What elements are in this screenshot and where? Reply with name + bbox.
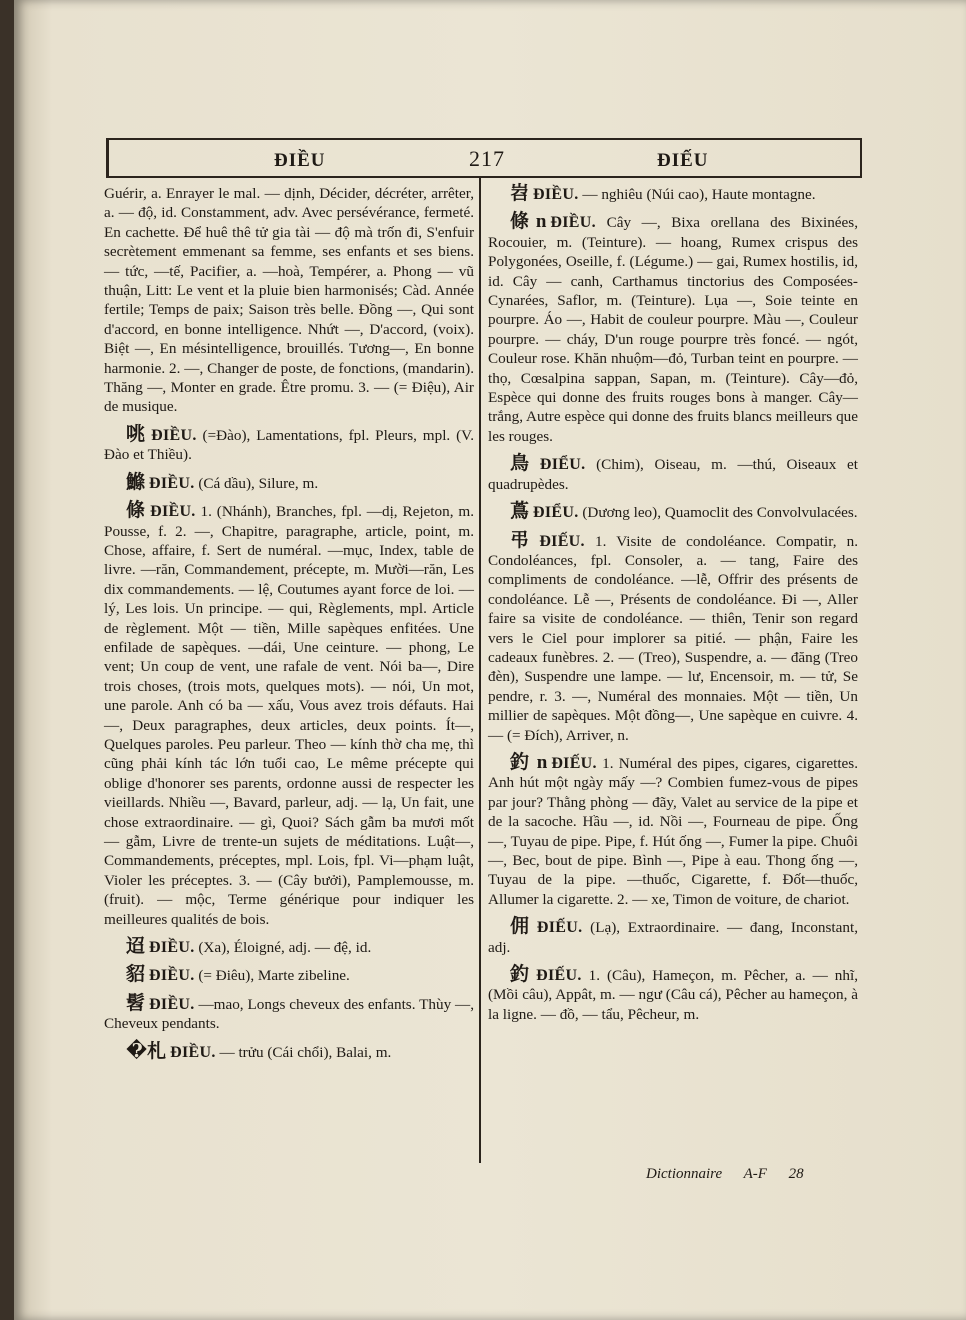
page-number: 217 xyxy=(469,146,505,171)
headword: ĐIẾU. xyxy=(536,919,583,937)
entry-definition: (Cá dầu), Silure, m. xyxy=(198,474,319,492)
chinese-character: 釣 n xyxy=(510,751,548,773)
chinese-character: 貂 xyxy=(126,964,146,986)
dictionary-page xyxy=(14,0,966,1320)
chinese-character: 蔦 xyxy=(510,501,530,523)
footer-volume: A-F xyxy=(743,1166,767,1182)
dictionary-entry xyxy=(104,501,474,929)
headword: ĐIỀU. xyxy=(149,474,195,492)
headword: ĐIỀU. xyxy=(170,1043,216,1061)
entry-definition: (= Điêu), Marte zibeline. xyxy=(198,967,350,985)
headword: ĐIỂU. xyxy=(539,456,586,474)
entry-definition: (Dương leo), Quamoclit des Convolvulacées. xyxy=(582,504,858,522)
dictionary-entry xyxy=(104,425,474,465)
entry-definition: (=Đào), Lamentations, fpl. Pleurs, mpl. (V. Đào et Thiều). xyxy=(104,426,474,464)
right-column xyxy=(488,184,858,1032)
headword: ĐIỀU. xyxy=(149,995,195,1013)
dictionary-entry xyxy=(488,212,858,446)
header-left-word: ĐIỀU xyxy=(274,150,326,171)
dictionary-entry xyxy=(104,937,474,957)
headword: ĐIỀU. xyxy=(550,214,596,232)
headword: ĐIỀU. xyxy=(149,967,195,985)
dictionary-entry xyxy=(488,454,858,494)
footer-signature: 28 xyxy=(788,1166,804,1182)
footer-title: Dictionnaire xyxy=(646,1166,723,1182)
headword: ĐIỀU. xyxy=(151,426,197,444)
chinese-character: 咷 xyxy=(126,423,148,445)
headword: ĐIỀU. xyxy=(533,186,579,203)
chinese-character: 迢 xyxy=(126,936,146,958)
chinese-character: 鰷 xyxy=(126,471,146,493)
dictionary-entry xyxy=(104,184,474,417)
dictionary-entry xyxy=(104,965,474,985)
entry-definition: 1. Numéral des pipes, cigares, cigarettes. Anh hút một ngày mấy —? Combien fumez-vous de pipes par jour? Thằng phòng — đãy, Valet au service de la pipe et de la sacoche. Hầu —, id. Nồi —, Fourneau de pipe. Ống —, Tuyau de pipe. Pipe, f. Hút ống —, Fumer la pipe. Chuôi —, Bec, bout de pipe. Bình —, Pipe à eau. Thong ống —, Tuyau de la pipe. —thuốc, Cigarette, f. Đốt—thuốc, Allumer la cigarette. 2. — xe, Timon de voiture, de chariot. xyxy=(488,754,858,908)
entry-definition: (Xa), Éloigné, adj. — đệ, id. xyxy=(198,939,372,957)
headword: ĐIẾU. xyxy=(539,532,585,550)
entry-definition: 1. (Câu), Hameçon, m. Pêcher, a. — nhĩ, (Mồi câu), Appât, m. — ngư (Câu cá), Pêcher au hameçon, à la ligne. — đồ, — tẩu, Pêcheur, m. xyxy=(488,967,859,1023)
running-header xyxy=(106,138,862,178)
entry-definition: —mao, Longs cheveux des enfants. Thùy —, Cheveux pendants. xyxy=(104,995,475,1033)
dictionary-entry xyxy=(488,184,858,204)
left-column xyxy=(104,184,474,1070)
entry-definition: Guérir, a. Enrayer le mal. — dịnh, Décider, décréter, arrêter, a. — độ, id. Constamment, adv. Avec persévérance, fermeté. En cachette. Để huê thê tử gia tài — độ mà trốn đi, S'enfuir secrètement emmenant sa femme, ses enfants et ses biens. — tức, —tế, Pacifier, a. —hoà, Tempérer, a. Phong — vũ thuận, Litt: Le vent et la pluie bien harmonisés; Càd. Année fertile; Temps de paix; Saison très belle. Đồng —, Qui sont d'accord, en bonne intelligence. Nhứt —, D'accord, (voix). Biệt —, En mésintelligence, brouillés. Tương—, En bonne harmonie. 2. —, Changer de poste, de fonctions, (mandarin). Thăng —, Monter en grade. Être promu. 3. — (= Điệu), Air de musique. xyxy=(104,185,474,416)
page-footer xyxy=(646,1166,804,1183)
entry-definition: 1. (Nhánh), Branches, fpl. —dị, Rejeton, m. Pousse, f. 2. —, Chapitre, paragraphe, article, point, m. Chose, affaire, f. Sert de numéral. —mục, Index, table de livre. —răn, Commandement, précepte, m. Mười—răn, Les dix commandements. — lệ, Coutumes ayant force de loi. —lý, Les lois. Un principe. — qui, Règlements, mpl. Article de règlement. Một — tiền, Mille sapèques enfitées. Une enfilade de sapèques. —dái, Une ceinture. — phong, Le vent; Un coup de vent, une rafale de vent. Nói ba—, Dire trois choses, (trois mots, quelques mots). — nói, Un mot, une parole. Anh có ba — xấu, Vous avez trois défauts. Hai —, Deux paragraphes, deux articles, deux points. Ít—, Quelques paroles. Peu parleur. Theo — kính thờ cha mẹ, thì cũng phải kính tác lớn tuổi cao, Le même précepte qui oblige d'honorer ses parents, ordonne aussi de respecter les vieillards. Nhiều —, Bavard, parleur, adj. — lạ, Un fait, une chose extraordinaire. — gì, Quoi? Sách gẫm ba mươi mốt — gẫm, Livre de trente-un sujets de méditations. Luật—, Commandements, préceptes, mpl. Lois, fpl. Vi—phạm luật, Violer les préceptes. 3. — (Cây bưởi), Pamplemousse, m. (fruit). — mộc, Terme générique pour indiquer les meilleures qualités de bois. xyxy=(104,503,474,928)
dictionary-entry xyxy=(104,1042,474,1062)
column-divider xyxy=(479,178,481,1163)
entry-definition: (Lạ), Extraordinaire. — đang, Inconstant, adj. xyxy=(488,919,858,956)
chinese-character: �札 xyxy=(126,1040,167,1062)
entry-definition: 1. Visite de condoléance. Compatir, n. Condoléances, fpl. Consoler, a. — tang, Faire des compliments de condoléance. —lễ, Offrir des présents de condoléance. Lễ —, Présents de condoléance. Đi —, Aller faire sa visite de condoléance. — thiên, Tenir son regard vers le Ciel pour implorer sa pitié. — phận, Faire les cadeaux funèbres. 2. — (Treo), Suspendre, a. — đăng (Treo đèn), Suspendre une lampe. — lư, Encensoir, m. — tử, Se pendre, r. 3. —, Numéral des monnaies. Một — tiền, Un millier de sapèques. Một đồng—, Une sapèque en cuivre. 4. — (= Đích), Arriver, n. xyxy=(488,532,859,744)
dictionary-entry xyxy=(488,753,858,909)
entry-definition: Cây —, Bixa orellana des Bixinées, Rocouier, m. (Teinture). — hoang, Rumex crispus des Polygonées, Oseille, f. (Légume.) — gai, Rumex hostilis, id, id. Cây — canh, Carthamus tinctorius des Composées-Cynarées, Saflor, m. (Teinture). Lụa —, Soie teinte en pourpre. Áo —, Habit de couleur pourpre. Màu —, Couleur pourpre. — cháy, D'un rouge pourpre très foncé. — ngót, Couleur rose. Khăn nhuộm—đỏ, Turban teint en pourpre. — thọ, Cœsalpina sappan, Sapan, m. (Teinture). Cây—đỏ, Espèce qui donne des fruits rouges bons à manger. Cây—trắng, Autre espèce qui donne des fruits blancs meilleurs que les rouges. xyxy=(488,214,859,445)
dictionary-entry xyxy=(488,917,858,957)
headword: ĐIỂU. xyxy=(533,504,579,522)
header-right-word: ĐIẾU xyxy=(657,150,709,171)
entry-definition: — trửu (Cái chổi), Balai, m. xyxy=(219,1043,392,1061)
chinese-character: 髫 xyxy=(126,992,146,1014)
entry-definition: (Chim), Oiseau, m. —thú, Oiseaux et quadrupèdes. xyxy=(488,456,858,493)
dictionary-entry xyxy=(488,502,858,522)
chinese-character: 佣 xyxy=(510,916,533,938)
headword: ĐIỀU. xyxy=(149,939,195,957)
chinese-character: 鳥 xyxy=(510,453,536,475)
entry-definition: — nghiêu (Núi cao), Haute montagne. xyxy=(582,186,816,203)
headword: ĐIẾU. xyxy=(536,967,582,985)
dictionary-entry xyxy=(104,994,474,1034)
headword: ĐIẾU. xyxy=(551,754,597,772)
chinese-character: 釣 xyxy=(510,964,533,986)
chinese-character: 岧 xyxy=(510,183,530,204)
chinese-character: 條 xyxy=(126,500,147,522)
headword: ĐIỀU. xyxy=(150,503,196,521)
dictionary-entry xyxy=(488,531,858,745)
dictionary-entry xyxy=(104,473,474,493)
chinese-character: 條n xyxy=(510,211,547,233)
chinese-character: 弔 xyxy=(510,529,536,551)
dictionary-entry xyxy=(488,965,858,1024)
